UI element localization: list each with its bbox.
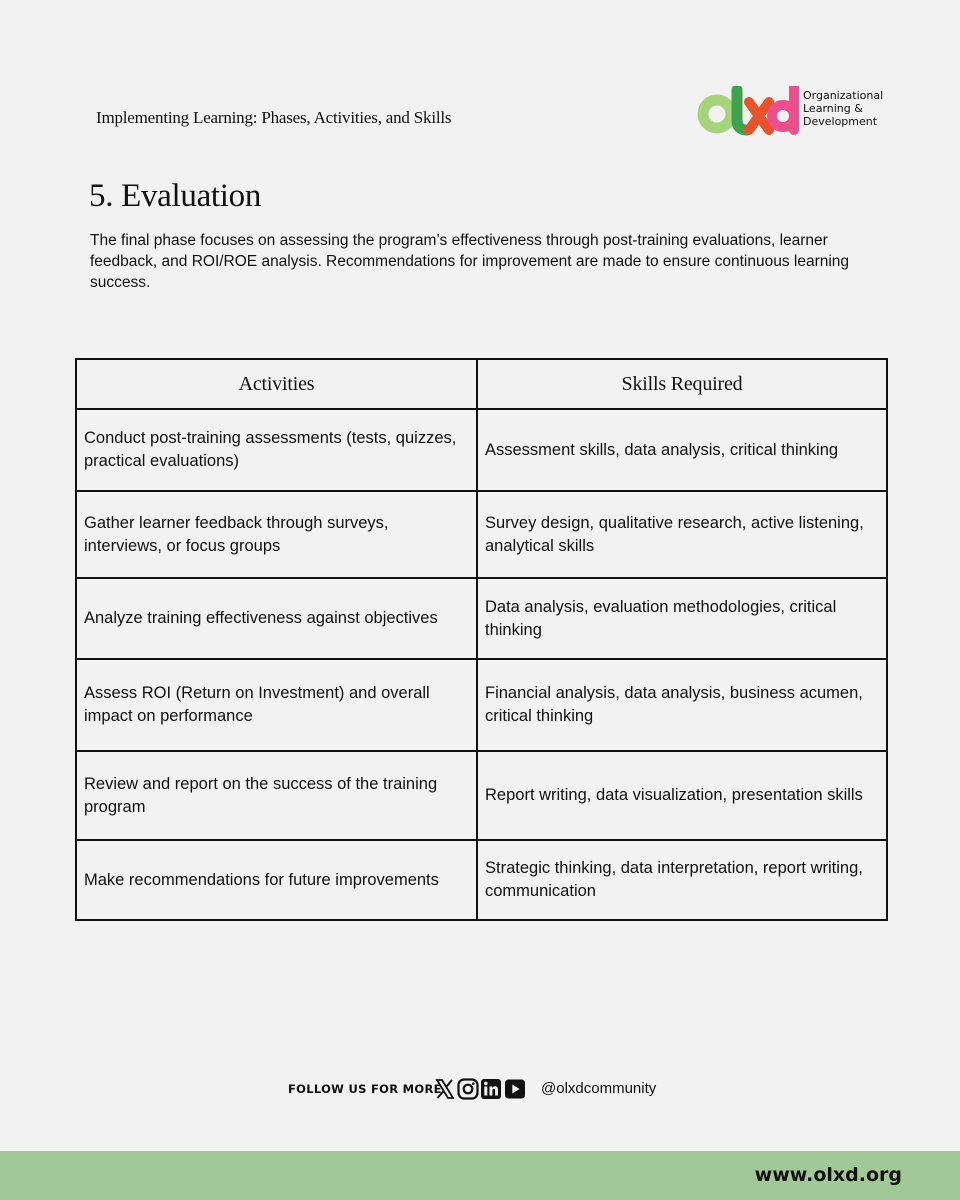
activity-cell: Make recommendations for future improvements	[76, 840, 477, 920]
table-row	[76, 491, 887, 578]
activities-skills-table	[75, 358, 888, 921]
youtube-icon[interactable]	[504, 1078, 526, 1100]
linkedin-icon[interactable]	[480, 1078, 502, 1100]
website-link[interactable]: www.olxd.org	[754, 1164, 902, 1186]
activity-cell: Analyze training effectiveness against objectives	[76, 578, 477, 659]
intro-paragraph: The final phase focuses on assessing the program’s effectiveness through post-training evaluations, learner feedback, and ROI/ROE analysis. Recommendations for improvement are made to ensure continuous learning success.	[90, 232, 850, 291]
olxd-logo-mark	[697, 86, 801, 136]
skills-cell: Strategic thinking, data interpretation, report writing, communication	[477, 840, 887, 920]
follow-bar	[0, 1076, 960, 1102]
follow-label: FOLLOW US FOR MORE	[288, 1082, 442, 1096]
activity-cell: Conduct post-training assessments (tests, quizzes, practical evaluations)	[76, 409, 477, 491]
skills-cell: Report writing, data visualization, presentation skills	[477, 751, 887, 840]
activity-cell: Gather learner feedback through surveys, interviews, or focus groups	[76, 491, 477, 578]
column-header-activities: Activities	[76, 359, 477, 409]
activity-cell: Assess ROI (Return on Investment) and overall impact on performance	[76, 659, 477, 751]
footer-bar	[0, 1151, 960, 1200]
logo-line-1: Organizational	[803, 89, 884, 102]
activity-cell: Review and report on the success of the training program	[76, 751, 477, 840]
skills-cell: Data analysis, evaluation methodologies, critical thinking	[477, 578, 887, 659]
x-icon[interactable]	[434, 1078, 456, 1100]
section-heading: 5. Evaluation	[89, 178, 262, 214]
table-row	[76, 578, 887, 659]
olxd-logo	[697, 86, 897, 138]
skills-cell: Financial analysis, data analysis, business acumen, critical thinking	[477, 659, 887, 751]
skills-cell: Survey design, qualitative research, active listening, analytical skills	[477, 491, 887, 578]
column-header-skills: Skills Required	[477, 359, 887, 409]
table-row	[76, 840, 887, 920]
instagram-icon[interactable]	[457, 1078, 479, 1100]
logo-line-2: Learning &	[803, 102, 863, 115]
document-title: Implementing Learning: Phases, Activities, and Skills	[96, 108, 452, 127]
skills-cell: Assessment skills, data analysis, critical thinking	[477, 409, 887, 491]
logo-line-3: Development	[803, 115, 878, 128]
logo-text	[803, 89, 903, 128]
table-row	[76, 409, 887, 491]
table-header-row	[76, 359, 887, 409]
social-handle[interactable]: @olxdcommunity	[541, 1080, 657, 1097]
table-row	[76, 751, 887, 840]
table-row	[76, 659, 887, 751]
